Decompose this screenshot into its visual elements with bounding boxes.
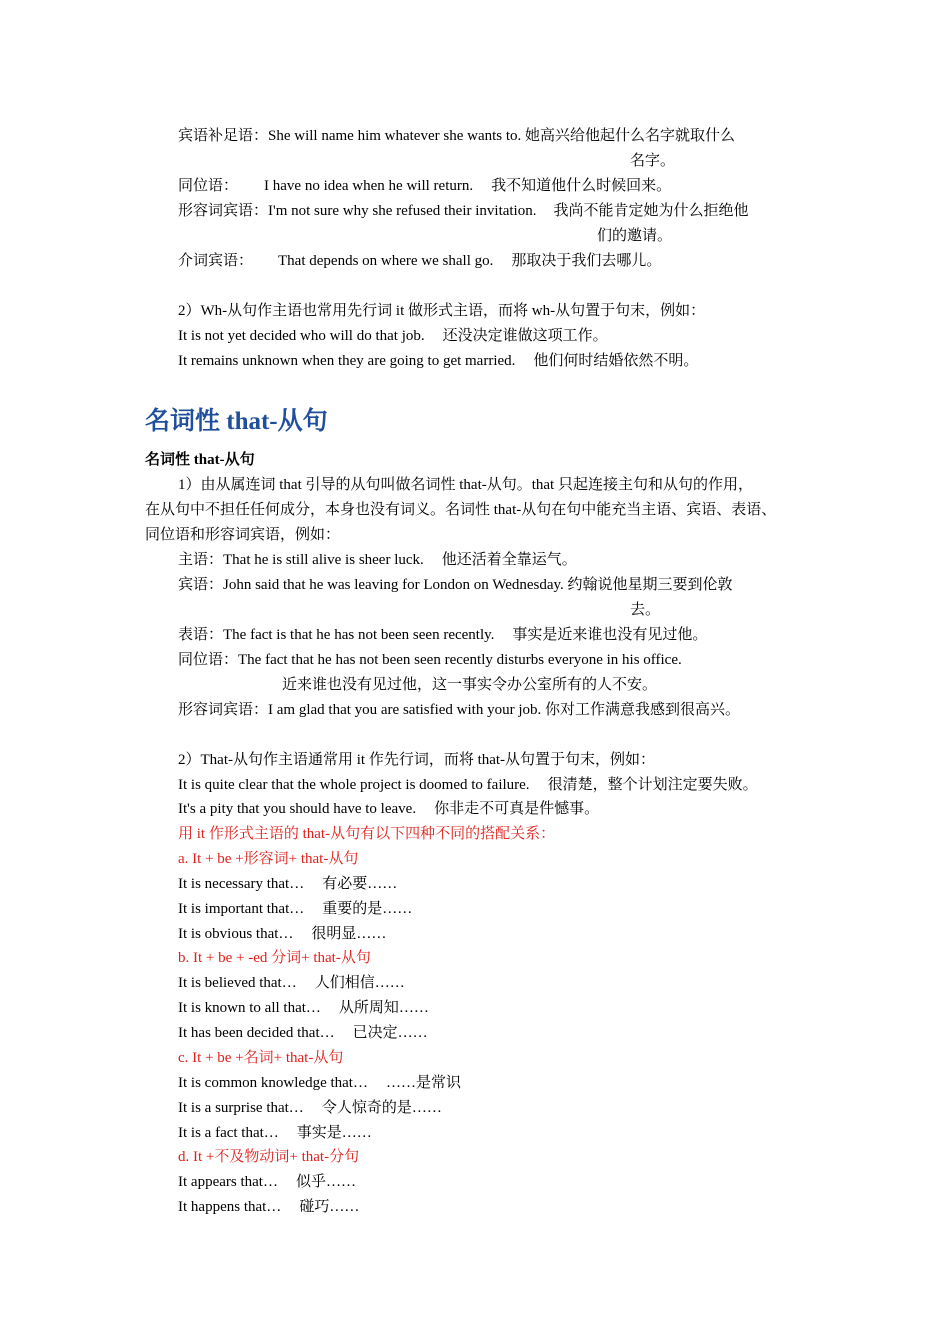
pattern-b-item-3-zh: 已决定……	[352, 1025, 428, 1041]
pattern-b-item-3	[178, 1023, 428, 1043]
pattern-c-item-1-zh: ……是常识	[385, 1075, 461, 1091]
wh-example-2	[178, 351, 698, 371]
adjective-object-translation: 我尚不能肯定她为什么拒绝他	[553, 203, 749, 219]
appositive-that-translation: 近来谁也没有见过他，这一事实令办公室所有的人不安。	[282, 677, 658, 693]
pattern-c-item-1-en: It is common knowledge that…	[178, 1075, 368, 1091]
object-complement-example: 宾语补足语：She will name him whatever she wants to. 她高兴给他起什么名字就取什么	[178, 128, 736, 144]
pattern-d-item-2-en: It happens that…	[178, 1199, 282, 1215]
wh-clause-rule: 2）Wh-从句作主语也常用先行词 it 做形式主语，而将 wh-从句置于句末，例如：	[178, 303, 706, 319]
pattern-c-title: c. It + be +名词+ that-从句	[178, 1050, 344, 1066]
pattern-d-item-2-zh: 碰巧……	[299, 1199, 360, 1215]
pattern-b-item-1-en: It is believed that…	[178, 975, 297, 991]
pattern-c-item-3-en: It is a fact that…	[178, 1125, 279, 1141]
wh-example-2-translation: 他们何时结婚依然不明。	[533, 353, 699, 369]
pattern-b-item-3-en: It has been decided that…	[178, 1025, 335, 1041]
prepositional-object-sentence: That depends on where we shall go.	[278, 253, 494, 269]
object-example: 宾语：John said that he was leaving for London on Wednesday. 约翰说他星期三要到伦敦	[178, 577, 733, 593]
pattern-b-item-2	[178, 998, 429, 1018]
subject-translation: 他还活着全靠运气。	[441, 552, 577, 568]
section-heading: 名词性 that-从句	[145, 408, 328, 435]
that-example-2	[178, 799, 599, 819]
wh-example-1	[178, 326, 608, 346]
pattern-a-item-2	[178, 899, 412, 919]
prepositional-object-label: 介词宾语：	[178, 253, 254, 269]
object-complement-example-cont: 名字。	[630, 153, 676, 169]
appositive-sentence: I have no idea when he will return.	[264, 178, 474, 194]
appositive-label: 同位语：	[178, 178, 239, 194]
adjective-object-sentence: 形容词宾语：I'm not sure why she refused their invitation.	[178, 203, 537, 219]
that-example-1-sentence: It is quite clear that the whole project is doomed to failure.	[178, 777, 530, 793]
pattern-b-item-1	[178, 973, 405, 993]
pattern-b-item-1-zh: 人们相信……	[314, 975, 405, 991]
pattern-c-item-3-zh: 事实是……	[296, 1125, 372, 1141]
adjective-object-example	[178, 201, 749, 221]
pattern-c-item-1	[178, 1073, 461, 1093]
that-example-2-translation: 你非走不可真是件憾事。	[434, 801, 600, 817]
subject-example	[178, 550, 577, 570]
pattern-c-item-2-en: It is a surprise that…	[178, 1100, 304, 1116]
pattern-c-item-2-zh: 令人惊奇的是……	[321, 1100, 442, 1116]
that-clause-intro-1: 1）由从属连词 that 引导的从句叫做名词性 that-从句。that 只起连接主句和从句的作用，	[178, 477, 753, 493]
pattern-d-item-1-en: It appears that…	[178, 1174, 278, 1190]
that-example-1-translation: 很清楚，整个计划注定要失败。	[547, 777, 758, 793]
pattern-d-item-1	[178, 1172, 356, 1192]
adjective-object-translation-cont: 们的邀请。	[597, 228, 673, 244]
that-example-1	[178, 775, 758, 795]
that-clause-intro-3: 同位语和形容词宾语，例如：	[145, 527, 341, 543]
predicative-translation: 事实是近来谁也没有见过他。	[512, 627, 708, 643]
pattern-c-item-3	[178, 1123, 372, 1143]
wh-example-2-sentence: It remains unknown when they are going to get married.	[178, 353, 516, 369]
that-clause-subject-rule: 2）That-从句作主语通常用 it 作先行词，而将 that-从句置于句末，例如：	[178, 752, 656, 768]
wh-example-1-translation: 还没决定谁做这项工作。	[442, 328, 608, 344]
pattern-intro: 用 it 作形式主语的 that-从句有以下四种不同的搭配关系：	[178, 826, 556, 842]
appositive-example	[178, 176, 671, 196]
pattern-a-item-1-zh: 有必要……	[322, 876, 398, 892]
pattern-b-item-2-en: It is known to all that…	[178, 1000, 321, 1016]
pattern-a-item-3-en: It is obvious that…	[178, 926, 294, 942]
prepositional-object-translation: 那取决于我们去哪儿。	[511, 253, 662, 269]
pattern-d-item-2	[178, 1197, 359, 1217]
subject-sentence: 主语：That he is still alive is sheer luck.	[178, 552, 424, 568]
pattern-a-item-1	[178, 874, 397, 894]
pattern-a-item-3	[178, 924, 386, 944]
pattern-c-item-2	[178, 1098, 442, 1118]
pattern-a-title: a. It + be +形容词+ that-从句	[178, 851, 359, 867]
predicative-example	[178, 625, 707, 645]
predicative-sentence: 表语：The fact is that he has not been seen recently.	[178, 627, 495, 643]
that-example-2-sentence: It's a pity that you should have to leave.	[178, 801, 417, 817]
pattern-b-title: b. It + be + -ed 分词+ that-从句	[178, 950, 371, 966]
pattern-a-item-3-zh: 很明显……	[311, 926, 387, 942]
object-example-cont: 去。	[630, 602, 661, 618]
appositive-translation: 我不知道他什么时候回来。	[491, 178, 672, 194]
pattern-d-title: d. It +不及物动词+ that-分句	[178, 1149, 360, 1165]
pattern-a-item-2-zh: 重要的是……	[322, 901, 413, 917]
that-clause-intro-2: 在从句中不担任任何成分，本身也没有词义。名词性 that-从句在句中能充当主语、宾语、表语、	[145, 502, 777, 518]
appositive-that-example: 同位语：The fact that he has not been seen recently disturbs everyone in his office.	[178, 652, 682, 668]
pattern-b-item-2-zh: 从所周知……	[338, 1000, 429, 1016]
pattern-a-item-1-en: It is necessary that…	[178, 876, 305, 892]
section-subheading: 名词性 that-从句	[145, 452, 255, 468]
prepositional-object-example	[178, 251, 661, 271]
adjective-object-that-example: 形容词宾语：I am glad that you are satisfied with your job. 你对工作满意我感到很高兴。	[178, 702, 741, 718]
pattern-a-item-2-en: It is important that…	[178, 901, 305, 917]
pattern-d-item-1-zh: 似乎……	[295, 1174, 356, 1190]
wh-example-1-sentence: It is not yet decided who will do that job.	[178, 328, 425, 344]
